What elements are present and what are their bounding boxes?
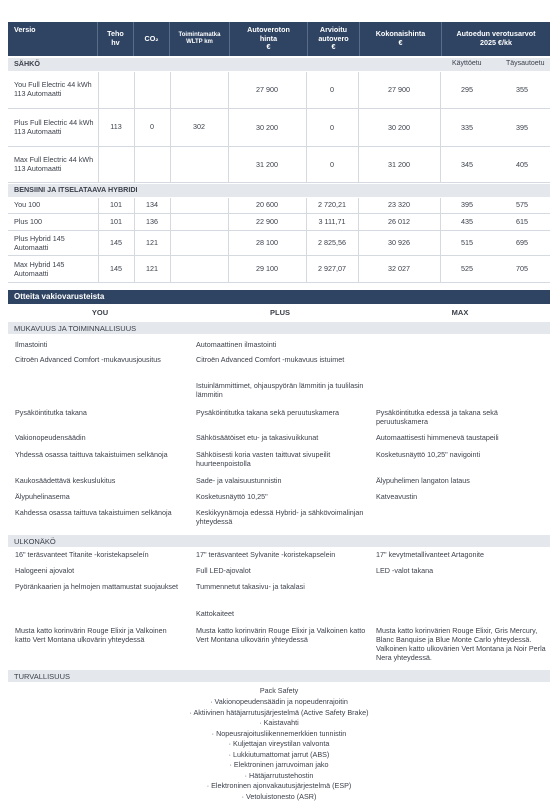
category-comfort: MUKAVUUS JA TOIMINNALLISUUS	[8, 322, 550, 334]
col-max: MAX	[451, 308, 469, 317]
tax-free-price: 28 100	[256, 238, 278, 248]
use-benefit: 435	[461, 217, 473, 227]
electric-row-2	[8, 110, 550, 147]
full-benefit: 695	[516, 238, 528, 248]
equipment-title: Otteita vakiovarusteista	[8, 290, 550, 304]
bullet-icon: ·	[189, 707, 194, 717]
feature-item: Älypuhelimen langaton lataus	[376, 476, 470, 485]
safety-item-text: Kuljettajan vireystilan valvonta	[233, 739, 330, 748]
feature-item: Katveavustin	[376, 492, 418, 501]
col-total-l1: Kokonaishinta	[375, 29, 426, 39]
bullet-icon: ·	[210, 697, 215, 706]
feature-item: Älypuhelinasema	[15, 492, 70, 501]
model-name: Max Full Electric 44 kWh 113 Automaatti	[14, 155, 94, 173]
safety-item	[8, 760, 550, 769]
power: 101	[110, 200, 122, 210]
co2: 121	[146, 238, 158, 248]
use-benefit: 525	[461, 264, 473, 274]
safety-item	[8, 729, 550, 738]
full-benefit: 575	[516, 200, 528, 210]
model-name: You Full Electric 44 kWh 113 Automaatti	[14, 80, 92, 98]
co2: 136	[146, 217, 158, 227]
feature-item: Kaukosäädettävä keskuslukitus	[15, 476, 116, 485]
col-you: YOU	[91, 308, 109, 317]
est-tax: 2 720,21	[318, 200, 346, 210]
feature-item: Kosketusnäyttö 10,25"	[196, 492, 268, 501]
section-electric-label: SÄHKÖ	[14, 59, 40, 69]
electric-row-1	[8, 72, 550, 109]
power: 145	[110, 238, 122, 248]
co2: 134	[146, 200, 158, 210]
full-benefit: 355	[516, 84, 528, 94]
tax-free-price: 31 200	[256, 159, 278, 169]
est-tax: 2 825,56	[318, 238, 346, 248]
bullet-icon: ·	[228, 739, 234, 748]
safety-item-text: Aktiivinen hätäjarrutusjärjestelmä (Active Safety Brake)	[193, 707, 369, 717]
feature-item: Halogeeni ajovalot	[15, 566, 75, 575]
model-name: Plus Hybrid 145 Automaatti	[14, 233, 65, 252]
power: 145	[110, 264, 122, 274]
bullet-icon: ·	[206, 781, 212, 790]
feature-item: Kahdessa osassa taittuva takaistuimen selkänoja	[15, 508, 172, 517]
price-table-header	[8, 22, 550, 56]
feature-item: Ilmastointi	[15, 340, 48, 349]
col-range-label: Toimintamatka	[178, 31, 221, 38]
feature-item: Sähköisesti koria vasten taittuvat sivupeilit huurteenpoistolla	[196, 450, 331, 468]
safety-item-text: Elektroninen ajonvakautusjärjestelmä (ESP)	[211, 781, 352, 790]
safety-item	[8, 739, 550, 748]
feature-item: 16" teräsvanteet Titanite -koristekapseleín	[15, 550, 149, 559]
safety-item	[8, 718, 550, 727]
feature-item: Istuinlämmittimet, ohjauspyörän lämmitin ja tuulilasin lämmitin	[196, 381, 364, 399]
col-est-tax-l2: autovero	[318, 33, 349, 43]
safety-item	[8, 781, 550, 790]
tax-free-price: 30 200	[256, 122, 278, 132]
category-exterior: ULKONÄKÖ	[8, 535, 550, 547]
full-benefit: 705	[516, 264, 528, 274]
use-benefit-label: Käyttöetu	[452, 60, 482, 68]
col-benefit-l1: Autoedun verotusarvot	[456, 29, 536, 39]
petrol-row-3	[8, 232, 550, 256]
model-name: Max Hybrid 145 Automaatti	[14, 259, 65, 278]
col-range	[170, 22, 230, 56]
col-est-tax-l1: Arvioitu	[319, 25, 348, 35]
use-benefit: 335	[461, 122, 473, 132]
total-price: 31 200	[388, 159, 410, 169]
feature-item: Citroën Advanced Comfort -mukavuusjousitus	[15, 355, 161, 364]
col-tax-free-l1: Autoveroton	[247, 25, 290, 35]
electric-power: 113	[110, 122, 122, 132]
bullet-icon: ·	[241, 791, 247, 801]
col-range-unit: WLTP km	[186, 39, 213, 45]
col-benefit	[442, 22, 550, 56]
est-tax: 3 111,71	[318, 217, 346, 227]
bullet-icon: ·	[211, 728, 217, 738]
col-est-tax	[308, 22, 360, 56]
est-tax: 0	[330, 122, 334, 132]
category-safety: TURVALLISUUS	[8, 670, 550, 682]
col-tax-free-l3: €	[266, 42, 271, 52]
feature-item: 17" teräsvanteet Sylvanite -koristekapselein	[196, 550, 336, 559]
feature-item: Pyöränkaarien ja helmojen mattamustat suojaukset	[15, 582, 179, 591]
col-power-label: Teho	[107, 29, 124, 39]
model-name: You 100	[14, 200, 41, 210]
tax-free-price: 22 900	[256, 217, 278, 227]
safety-item-text: Hätäjarrutustehostin	[249, 770, 314, 780]
col-total-l2: €	[398, 38, 403, 47]
safety-item-text: Lukkiutumattomat jarrut (ABS)	[233, 749, 330, 759]
feature-item: Yhdessä osassa taittuva takaistuimen selkänoja	[15, 450, 168, 459]
electric-co2: 0	[150, 122, 154, 132]
bullet-icon: ·	[228, 749, 234, 759]
total-price: 30 926	[388, 238, 410, 248]
col-power-unit: hv	[111, 38, 120, 47]
feature-item: LED -valot takana	[376, 566, 434, 575]
safety-item-text: Nopeusrajoitusliikennemerkkien tunnistin	[216, 728, 347, 738]
safety-pack-title: Pack Safety	[259, 686, 299, 695]
col-co2	[134, 22, 170, 56]
feature-item: Pysäköintitutka takana sekä peruutuskamera	[196, 408, 340, 417]
bullet-icon: ·	[259, 718, 264, 727]
col-est-tax-l3: €	[331, 42, 336, 52]
safety-item	[8, 792, 550, 801]
use-benefit: 515	[461, 238, 473, 248]
section-electric	[8, 58, 550, 71]
safety-item-text: Vakionopeudensäädin ja nopeudenrajoitin	[214, 697, 348, 706]
full-benefit: 395	[516, 122, 528, 132]
col-benefit-l2: 2025 €/kk	[480, 38, 512, 47]
use-benefit: 395	[461, 200, 473, 210]
power: 101	[110, 217, 122, 227]
section-petrol-label: BENSIINI JA ITSELATAAVA HYBRIDI	[14, 185, 138, 195]
feature-item: Musta katto korinvärin Rouge Elixir ja Valkoinen katto Vert Montana ulkovärin yhteydessä	[15, 626, 167, 644]
electric-range: 302	[193, 122, 205, 132]
col-plus: PLUS	[269, 308, 290, 317]
feature-item: Kattokaiteet	[196, 609, 234, 618]
use-benefit: 345	[461, 159, 473, 169]
col-tax-free-price	[230, 22, 308, 56]
use-benefit: 295	[461, 84, 473, 94]
feature-item: Pysäköintitutka edessä ja takana sekä peruutuskamera	[376, 408, 498, 426]
col-total	[360, 22, 442, 56]
safety-item-text: Kaistavahti	[263, 718, 299, 727]
est-tax: 2 927,07	[318, 264, 346, 274]
tax-free-price: 27 900	[256, 84, 278, 94]
safety-item	[8, 750, 550, 759]
electric-row-3	[8, 148, 550, 183]
col-co2-label: CO₂	[144, 33, 159, 43]
total-price: 26 012	[388, 217, 410, 227]
feature-item: Full LED-ajovalot	[196, 566, 251, 575]
petrol-row-2	[8, 215, 550, 231]
col-power	[98, 22, 134, 56]
bullet-icon: ·	[244, 770, 250, 780]
total-price: 32 027	[388, 264, 410, 274]
col-version-label: Versio	[14, 25, 36, 34]
full-benefit: 405	[516, 159, 528, 169]
feature-item: Sähkösäätöiset etu- ja takasivuikkunat	[196, 433, 319, 442]
co2: 121	[146, 264, 158, 274]
safety-item	[8, 697, 550, 706]
total-price: 30 200	[388, 122, 410, 132]
feature-item: 17" kevytmetallivanteet Artagonite	[376, 550, 485, 559]
model-name: Plus Full Electric 44 kWh 113 Automaatti	[14, 118, 94, 136]
est-tax: 0	[330, 84, 334, 94]
col-version	[8, 22, 98, 56]
total-price: 23 320	[388, 200, 410, 210]
feature-item: Keskikyynärnoja edessä Hybrid- ja sähkövoimalinjan yhteydessä	[196, 508, 364, 526]
safety-item	[8, 708, 550, 717]
section-petrol-hybrid	[8, 184, 550, 197]
feature-item: Kosketusnäyttö 10,25" navigointi	[376, 450, 481, 459]
feature-item: Musta katto korinvärin Rouge Elixir ja Valkoinen katto Vert Montana ulkovärin yhteydessä	[196, 626, 366, 644]
est-tax: 0	[330, 159, 334, 169]
feature-item: Citroën Advanced Comfort -mukavuus istuimet	[196, 355, 345, 364]
feature-item: Pysäköintitutka takana	[15, 408, 87, 417]
bullet-icon: ·	[229, 760, 234, 769]
col-tax-free-l2: hinta	[259, 33, 278, 43]
feature-item: Musta katto korinvärien Rouge Elixir, Gris Mercury, Blanc Banquise ja Blue Monte Carlo yhteydessä. Valkoinen katto ulkovärien Vert Montana ja Noir Perla Nera yhteydessä.	[376, 626, 546, 662]
safety-item	[8, 771, 550, 780]
feature-item: Vakionopeudensäädin	[15, 433, 86, 442]
petrol-row-4	[8, 257, 550, 283]
feature-item: Tummennetut takasivu- ja takalasi	[196, 582, 305, 591]
safety-item-text: Elektroninen jarruvoiman jako	[233, 760, 329, 769]
tax-free-price: 29 100	[256, 264, 278, 274]
full-benefit: 615	[516, 217, 528, 227]
tax-free-price: 20 600	[256, 200, 278, 210]
feature-item: Sade- ja valaisuustunnistin	[196, 476, 282, 485]
total-price: 27 900	[388, 84, 410, 94]
full-benefit-label: Täysautoetu	[506, 60, 545, 68]
feature-item: Automaattinen ilmastointi	[196, 340, 277, 349]
petrol-row-1	[8, 198, 550, 214]
model-name: Plus 100	[14, 217, 42, 227]
feature-item: Automaattisesti himmenevä taustapeili	[376, 433, 499, 442]
safety-item-text: Vetoluistonesto (ASR)	[246, 791, 317, 801]
